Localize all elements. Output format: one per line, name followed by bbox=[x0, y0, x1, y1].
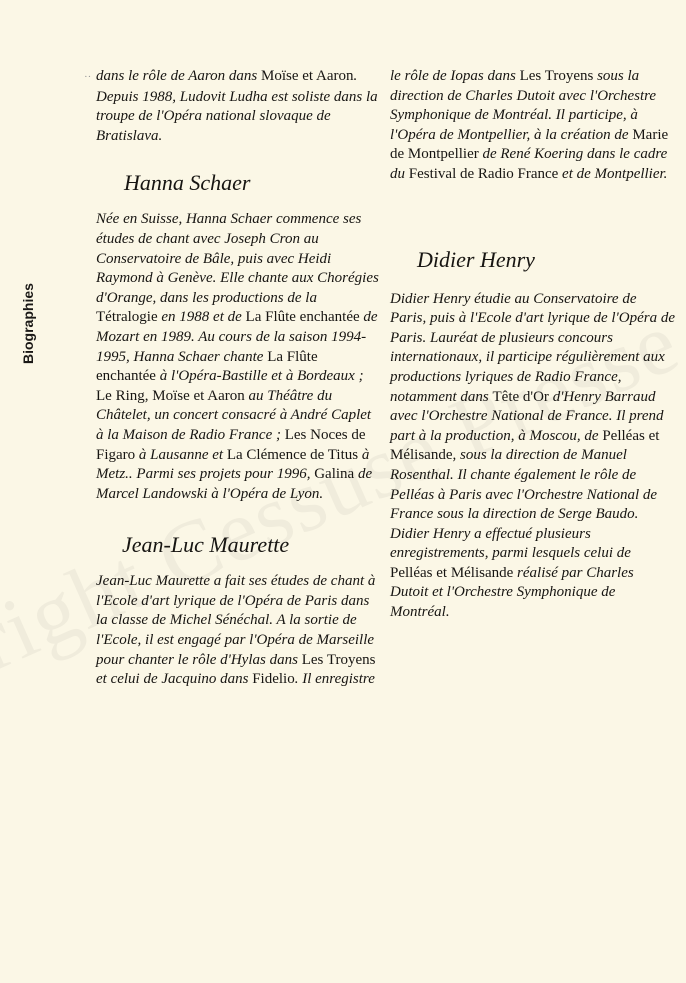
bio-hanna-schaer: Née en Suisse, Hanna Schaer commence ses études de chant avec Joseph Cron au Conservatoire de Bâle, puis avec Heidi Raymond à Genève. Elle chante aux Chorégies d'Orange, dans les productions de la Tétralogie en 1988 et de La Flûte enchantée de Mozart en 1989. Au cours de la saison 1994-1995, Hanna Schaer chante La Flûte enchantée à l'Opéra-Bastille et à Bordeaux ; Le Ring, Moïse et Aaron au Théâtre du Châtelet, un concert consacré à André Caplet à la Maison de Radio France ; Les Noces de Figaro à Lausanne et La Clémence de Titus à Metz.. Parmi ses projets pour 1996, Galina de Marcel Landowski à l'Opéra de Lyon. bbox=[96, 211, 379, 502]
right-column bbox=[390, 67, 675, 623]
bio-jean-luc-maurette: Jean-Luc Maurette a fait ses études de chant à l'Ecole d'art lyrique de l'Opéra de Paris dans la classe de Michel Sénéchal. A la sortie de l'Ecole, il est engagé par l'Opéra de Marseille pour chanter le rôle d'Hylas dans Les Troyens et celui de Jacquino dans Fidelio. Il enregistre bbox=[96, 573, 376, 688]
left-column bbox=[84, 67, 380, 690]
maurette-bio-continued: le rôle de Iopas dans Les Troyens sous la direction de Charles Dutoit avec l'Orchestre Symphonique de Montréal. Il participe, à l'Opéra de Montpellier, à la création de Marie de Montpellier de René Koering dans le cadre du Festival de Radio France et de Montpellier. bbox=[390, 68, 669, 182]
ludha-bio-end: ·· dans le rôle de Aaron dans Moïse et Aaron. Depuis 1988, Ludovit Ludha est soliste dans la troupe de l'Opéra national slovaque de Bratislava. bbox=[84, 68, 378, 144]
bio-didier-henry: Didier Henry étudie au Conservatoire de Paris, puis à l'Ecole d'art lyrique de l'Opéra de Paris. Lauréat de plusieurs concours internationaux, il participe régulièrement aux productions lyriques de Radio France, notamment dans Tête d'Or d'Henry Barraud avec l'Orchestre National de France. Il prend part à la production, à Moscou, de Pelléas et Mélisande, sous la direction de Manuel Rosenthal. Il chante également le rôle de Pelléas à Paris avec l'Orchestre National de France sous la direction de Serge Baudo. Didier Henry a effectué plusieurs enregistrements, parmi lesquels celui de Pelléas et Mélisande réalisé par Charles Dutoit et l'Orchestre Symphonique de Montréal. bbox=[390, 290, 675, 621]
heading-jean-luc-maurette: Jean-Luc Maurette bbox=[122, 532, 290, 558]
scan-mark: ·· bbox=[84, 71, 92, 83]
heading-didier-henry: Didier Henry bbox=[417, 246, 535, 272]
section-label-biographies: Biographies bbox=[20, 283, 36, 364]
heading-hanna-schaer: Hanna Schaer bbox=[124, 170, 251, 196]
